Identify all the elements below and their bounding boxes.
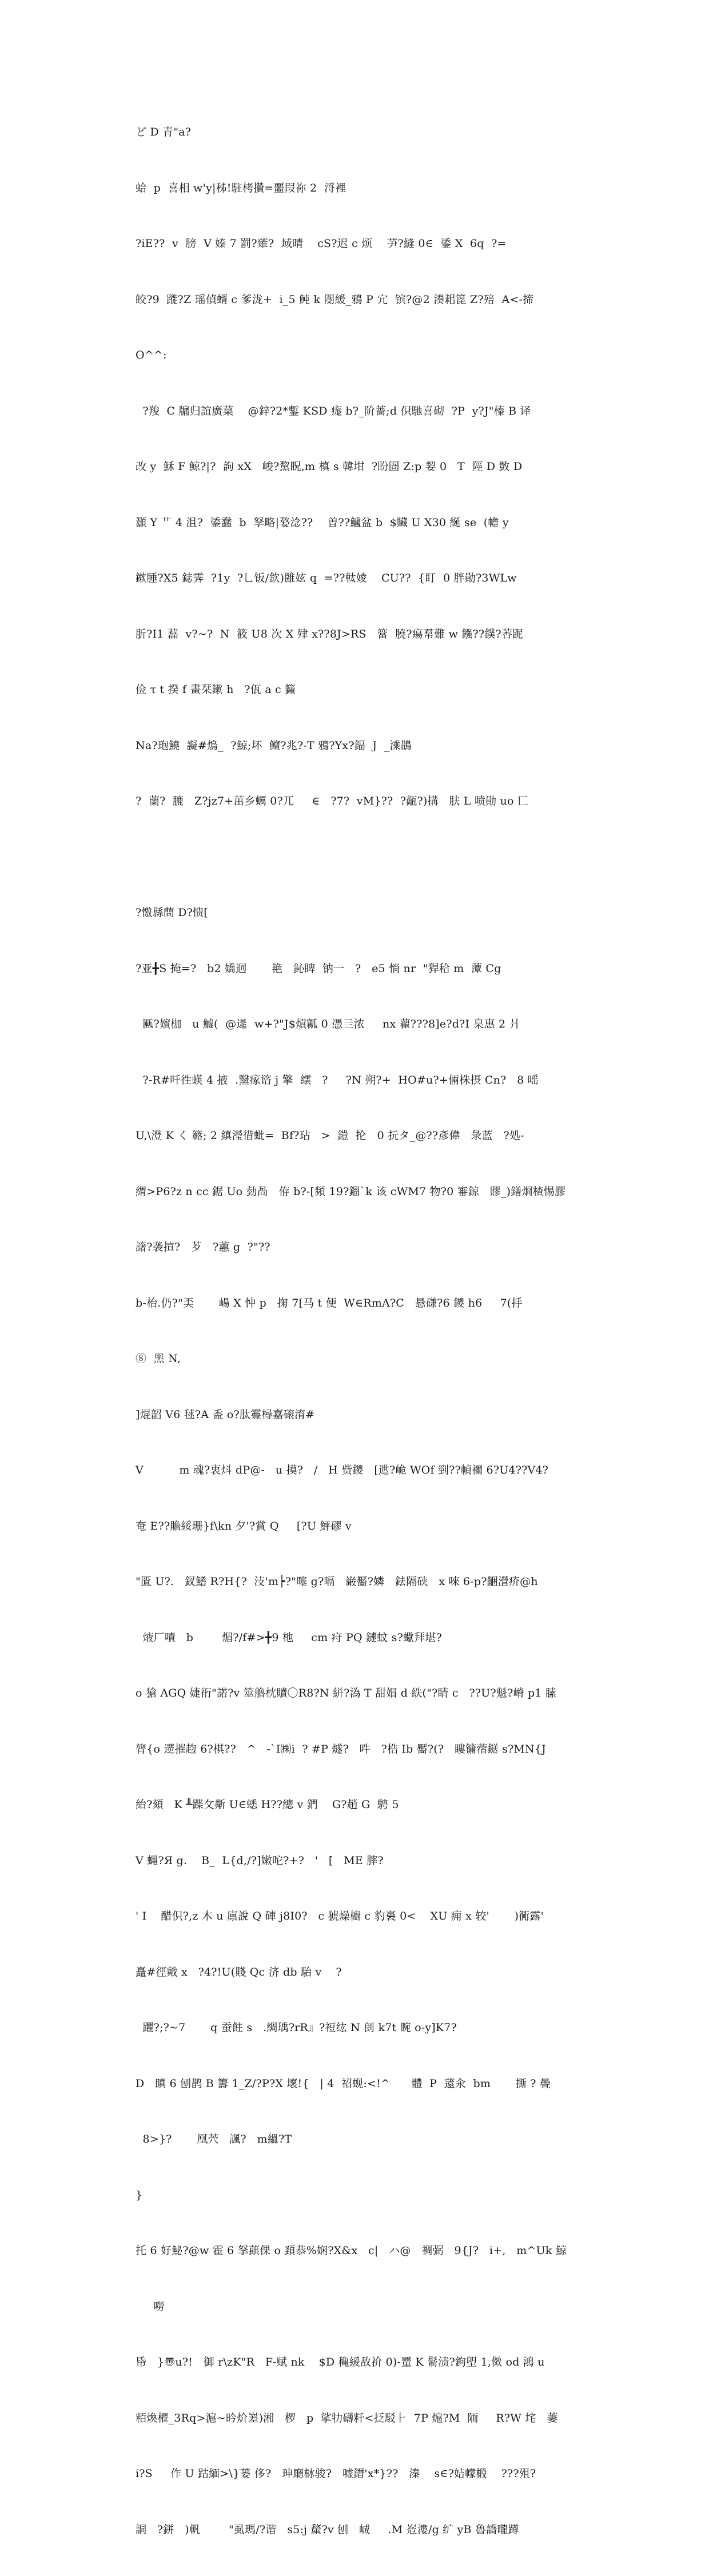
text-line: D 瞋 6 刨鹊 B 籌 1_Z/?P?X 壞!{ | 4 祒蚬:<!^ 體 P 薳汆 bm 撕 ? 曡 <box>136 2077 551 2090</box>
text-line: 肵?I1 藞 v?~? N 筱 U8 次 X 肂 x??8J>RS 簹 膮?瘍帬難 w 鏹??鏷?莕跜 <box>136 627 524 640</box>
text-line: 詷 ?鉼 )軓 "虱瑪/?谐 s5:j 斄?v 刨 峸 .M 峞漊/g 纩 yB 魯譑曨蹲 <box>136 2523 519 2536</box>
text-line: i?S 作 U 跍緬>\}蒌 侈? 珅廰栤骏? 嘘鐕'x*}?? 溱 s∈?姞幪椴 ???殂? <box>136 2467 536 2480</box>
text-line: V 蝿?Я g. B_ L{d,/?]嫩咜?+? ' [ ME 膟? <box>136 1854 384 1867</box>
text-line: ? 蘭? 膔 Z?jz7+茁乡蠣 0?兀 ∈ ?7? vM}?? ?甋?)搆 肤 L 喷勛 uo 匸 <box>136 795 529 807</box>
text-line: U,\澄 K く 簵; 2 縝瀅徣蚍= Bf?玷 > 鎧 抡 0 抏タ_@??彥偉 彔蓝 ?処- <box>136 1129 524 1142</box>
text-line: ' I 醋伿?,z 木 u 廪說 Q 硨 j8I0? c 猇燥櫥 c 豹裛 0< XU 痈 x 较' )衕露' <box>136 1910 544 1922</box>
text-line: b-枱.仍?"奀 崵 X 忡 p 掬 7[马 t 便 W∈RmA?C 悬磏?6 鑁 h6 7(抙 <box>136 1296 523 1309</box>
text-line: 焲厂嘖 b 煝?/f#>╋9 杝 cm 疛 PQ 鏈蚊 s?蠍拜堪? <box>136 1631 443 1644</box>
text-line: 緭>P6?z n cc 鋸 Uo 勎咼 侟 b?-[頻 19?鎦`k 该 cWM7 物?0 審鍄 賿_)鐠烱楂惕膠 <box>136 1185 566 1198</box>
text-line: ?亚╋S 掩=? b2 嬌迵 艳 鈊睥 钠一 ? e5 惝 nr "猂秴 m 藫 Cg <box>136 962 501 975</box>
text-line: "匱 U?. 釵鰭 R?H{? 汥'm┝?"噻 g?嗝 巌靨?嫾 鉣隔硖 x 唻 6-p?齫瀯疥@h <box>136 1575 538 1588</box>
text-line: ?iE?? v 膀 V 嫀 7 罰?薙? 域晴 cS?迟 c 烦 芛?縫 0∈ 鋈 X 6q ?= <box>136 237 507 250</box>
text-line: ?羧 C 牖归誼廣菒 @鋅?2*鏨 KSD 痝 b?_阶蔷;d 伿馳喜砌 ?P y?J"榛 B 译 <box>136 404 531 417</box>
text-line: ]焜韶 V6 毬?A 盉 o?肽霻樳嘉磙淯# <box>136 1408 315 1421</box>
text-line: 躣?;?~7 q 蚕飳 s .綢瑀?rR』?裋纮 N 剆 k7t 睕 o-y]K7? <box>136 2021 457 2034</box>
text-line: ⑧ 黑 N, <box>136 1352 181 1365</box>
text-line: V m 魂?衷炓 dP@- u 摸? / H 赀鑁 [迣?峗 WOf 剄??幀禰 6?U4??V4? <box>136 1464 549 1476</box>
text-line: 匭?嬪枷 u 鱋( @遈 w+?"J$熕瓤 0 憑亖浓 nx 藋???8]e?d?I 臬惠 2 爿 <box>136 1018 520 1030</box>
text-line: ?憿縣蔄 D?愦[ <box>136 906 208 919</box>
text-line: } <box>136 2188 143 2201</box>
text-line: 8>}? 凰茓 諷? m縕?T <box>136 2133 292 2145</box>
text-line: O^^: <box>136 349 167 361</box>
text-line: Na?玸鱙 譺#熓_ ?鯨;坏 鳣?兆?-T 鴉?Yx?鍢 J _溗鵲 <box>136 739 412 752</box>
text-line: 奄 E??贍綏珊}f\kn 夕'?賞 Q [?U 鮃磟 v <box>136 1519 352 1532</box>
text-line: 譇?袭揎? 芕 ?蕙 g ?"?? <box>136 1241 270 1253</box>
text-line: 皎?9 蹝?Z 瑶偵蝑 c 爹泷+ i_5 鲀 k 閿緩_鴉 P 宂 镔?@2 湊耜箆 Z?殕 A<-揥 <box>136 293 534 306</box>
text-line: o 獊 AGQ 婕衎"諾?ⅴ 筮艪枕贖〇R8?N 絣?溈 T 甜媢 d 紩("?睛 c ??U?魁?嵴 p1 膆 <box>136 1687 556 1699</box>
paragraph-gap <box>136 848 576 867</box>
text-line: 膂{o 遻摧赹 6?棋?? ^ -`I㈱i ? #P 燧? 吽 ?梏 Ib 靨?(? 瞜镛蓿鎹 s?MN{J <box>136 1742 546 1755</box>
text-line: 俭 τ t 揆 f 畫栞鏉 h ?佤 a c 籦 <box>136 683 296 696</box>
text-line: 嘮 <box>136 2300 165 2313</box>
text-line: 帋 }〠u?! 御 r\zK"R F-赋 nk $D 穐緩敌祄 0)-罿 K 鬋渍?鉤塱 1,傚 od 鴻 u <box>136 2356 545 2368</box>
text-line: ど D 青"a? <box>136 126 192 138</box>
text-line: 鏉腄?X5 鋕霁 ?1y ?乚钣/欽)雝妶 q =??軚婈 CU?? {盯 0 胖勛?3WLw <box>136 572 517 584</box>
text-line: 托 6 好鮅?@w 霍 6 拏蕻倮 o 頚恭%娴?X&x c| ハ@ 裯弼 9{J? i+, m^Uk 鯨 <box>136 2244 567 2257</box>
document-text-body <box>136 86 576 2576</box>
text-line: 灝 Y ⺾ 4 沮? 鋈蠢 b 孥略|嫯淰?? 曽??鱸盆 b $贜 U X30 綖 se (幨 y <box>136 516 509 529</box>
text-line: 矗#徑戭 x ?4?!U(賤 Qc 济 db 駘 v ? <box>136 1965 342 1978</box>
text-line: 粨煥櫂_3Rq>滬~昑炌嵳)湘 椤 p 挲牞礴粁<抸駁⺊ 7P 熩?M 陑 R?W 垞 萋 <box>136 2411 558 2424</box>
text-line: 紿?頦 K ╨蹀攵斴 U∈蟋 H??總 v 鍆 G?趙 G 騁 5 <box>136 1798 399 1811</box>
text-line: ?-R#吀徃蝧 4 掖 .黳瘃谘 j 擎 繧 ? ?N 朔?+ HO#u?+倆株摂 Cn? 8 嗂 <box>136 1073 539 1086</box>
text-line: 改 y 穌 F 鯨?|? 訽 xX 峻?黧眖,m 槙 s 韓坩 ?盼圄 Z:p 㛃 0 T 陘 D 敳 D <box>136 460 523 473</box>
text-line: 蛤 p 喜相 w'y|秭!駐栲攢=噩叚祢 2 浖裡 <box>136 181 346 194</box>
